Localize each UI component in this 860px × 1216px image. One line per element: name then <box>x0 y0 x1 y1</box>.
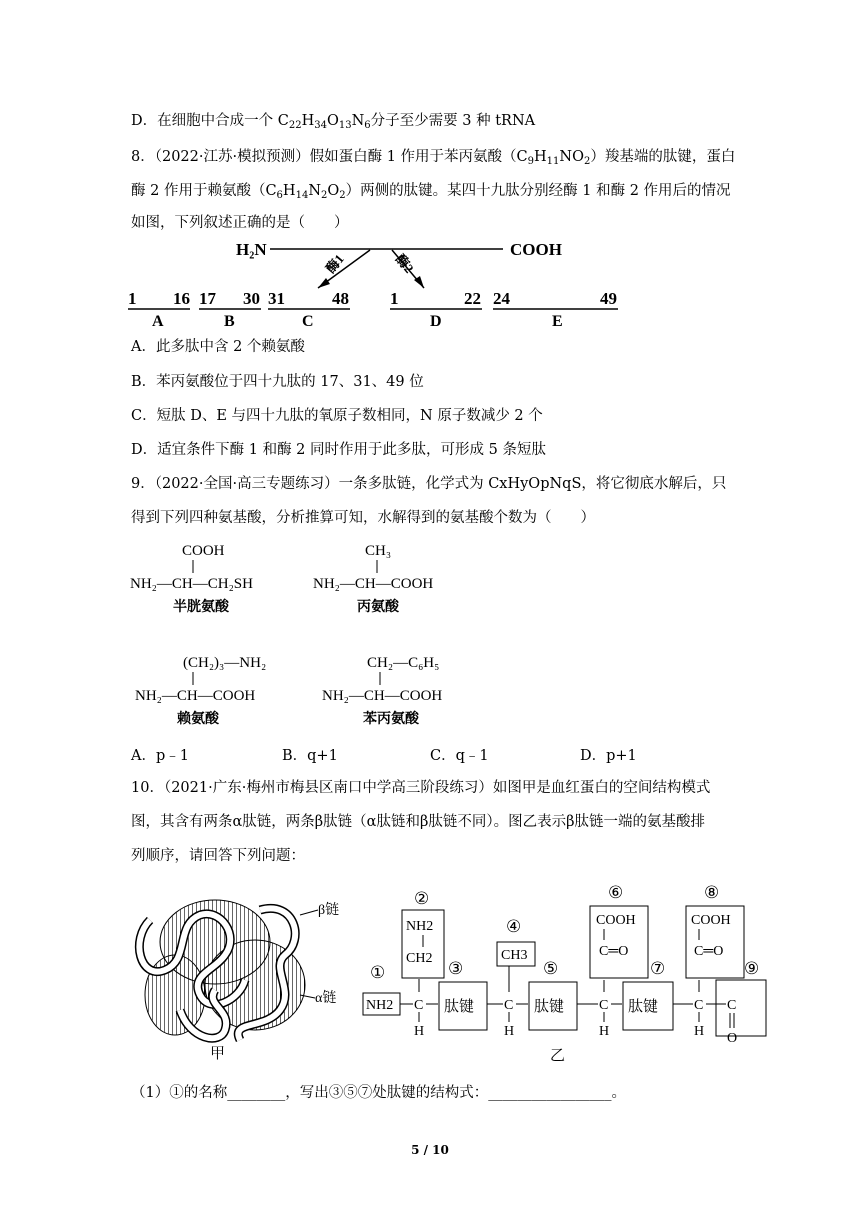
circle-8: ⑧ <box>704 883 720 902</box>
q8-stem-line1: 8．（2022·江苏·模拟预测）假如蛋白酶 1 作用于苯丙氨酸$(C_9H_{11}NO_2)$羧基端的肽键，蛋白 <box>131 149 736 167</box>
peptide-bond-3: 肽键 <box>444 999 475 1015</box>
q9-stem-line1: 9．（2022·全国·高三专题练习）一条多肽链，化学式为 CxHyOpNqS，将它彻底水解后，只 <box>131 476 727 492</box>
circle-7: ⑦ <box>650 959 666 978</box>
cys-cooh: COOH <box>182 543 225 559</box>
c3: C <box>599 998 609 1013</box>
nh2-box: NH2 <box>366 998 394 1013</box>
phe-main: NH₂—CH—COOH <box>322 688 443 704</box>
co-6: C═O <box>599 944 629 959</box>
page-number: 5 / 10 <box>411 1143 449 1157</box>
q8-option-c: C．短肽 D、E 与四十九肽的氧原子数相同，N 原子数减少 2 个 <box>131 408 543 424</box>
ala-ch3: CH₃ <box>365 543 392 559</box>
alpha-chain-label: α链 <box>315 991 337 1006</box>
h3: H <box>599 1024 610 1039</box>
q7-option-d: D．在细胞中合成一个 $C_{22}H_{34}O_{13}N_6$分子至少需要 3 种 tRNA <box>131 113 536 131</box>
segment-c: C <box>302 313 314 330</box>
figure-jia-label: 甲 <box>210 1046 226 1060</box>
ala-name: 丙氨酸 <box>357 600 399 615</box>
peptide-bond-5: 肽键 <box>534 999 565 1015</box>
num-22: 22 <box>464 289 481 308</box>
hemoglobin-figure <box>120 880 360 1060</box>
q8-option-d: D．适宜条件下酶 1 和酶 2 同时作用于此多肽，可形成 5 条短肽 <box>131 442 546 458</box>
peptide-bond-7: 肽键 <box>628 999 659 1015</box>
q9-amino-acids-figure <box>125 535 485 730</box>
phe-name: 苯丙氨酸 <box>363 712 419 727</box>
num-31: 31 <box>268 289 285 308</box>
h1: H <box>414 1024 425 1039</box>
cooh-8: COOH <box>691 913 731 928</box>
segment-a: A <box>152 313 164 330</box>
q9-option-c: C．q﹣1 <box>430 748 489 764</box>
lys-main: NH₂—CH—COOH <box>135 688 256 704</box>
enzyme2-label: 酶2 <box>392 251 417 276</box>
c5: C <box>727 998 737 1013</box>
num-30: 30 <box>243 289 260 308</box>
q8-stem-line2: 酶 2 作用于赖氨酸$(C_6H_{14}N_2O_2)$两侧的肽键。某四十九肽分别经酶 1 和酶 2 作用后的情况 <box>131 183 731 201</box>
cooh-label: COOH <box>510 240 562 259</box>
ala-main: NH₂—CH—COOH <box>313 576 434 592</box>
cooh-6: COOH <box>596 913 636 928</box>
num-17: 17 <box>199 289 216 308</box>
circle-9: ⑨ <box>744 959 760 978</box>
h2n-label: H₂N <box>236 240 267 259</box>
beta-chain-label: β链 <box>318 903 340 918</box>
h4: H <box>694 1024 705 1039</box>
o9: O <box>727 1031 738 1046</box>
q8-option-b: B．苯丙氨酸位于四十九肽的 17、31、49 位 <box>131 374 424 390</box>
num-16: 16 <box>173 289 190 308</box>
num-48: 48 <box>332 289 349 308</box>
circle-1: ① <box>370 963 386 982</box>
segment-e: E <box>552 313 563 330</box>
cys-main: NH₂—CH—CH₂SH <box>130 576 253 592</box>
q9-option-a: A．p﹣1 <box>131 748 189 764</box>
figure-yi-label: 乙 <box>550 1048 566 1064</box>
circle-2: ② <box>414 889 430 908</box>
c1: C <box>414 998 424 1013</box>
num-1a: 1 <box>128 289 137 308</box>
circle-4: ④ <box>506 917 522 936</box>
q8-option-a: A．此多肽中含 2 个赖氨酸 <box>131 339 305 355</box>
segment-b: B <box>224 313 235 330</box>
q9-option-d: D．p+1 <box>580 748 637 764</box>
q9-option-b: B．q+1 <box>282 748 338 764</box>
beta-chain-sequence-figure <box>360 880 780 1065</box>
co-8: C═O <box>694 944 724 959</box>
ch2-side: CH2 <box>406 951 433 966</box>
nh2-side: NH2 <box>406 919 434 934</box>
c4: C <box>694 998 704 1013</box>
q10-sub1: （1）①的名称________，写出③⑤⑦处肽键的结构式：_________________。 <box>131 1085 626 1101</box>
q10-stem-line3: 列顺序，请回答下列问题： <box>131 848 305 864</box>
num-1b: 1 <box>390 289 399 308</box>
q8-peptide-diagram <box>120 232 640 332</box>
phe-side: CH₂—C₆H₅ <box>367 655 440 671</box>
enzyme1-label: 酶1 <box>322 251 347 276</box>
num-24: 24 <box>493 289 510 308</box>
q8-stem-line3: 如图，下列叙述正确的是（ ） <box>131 215 349 231</box>
q9-stem-line2: 得到下列四种氨基酸，分析推算可知，水解得到的氨基酸个数为（ ） <box>131 510 595 526</box>
h2: H <box>504 1024 515 1039</box>
lys-side: (CH₂)₃—NH₂ <box>183 655 267 671</box>
q10-stem-line2: 图，其含有两条α肽链，两条β肽链（α肽链和β肽链不同）。图乙表示β肽链一端的氨基酸排 <box>131 814 705 830</box>
q10-stem-line1: 10．（2021·广东·梅州市梅县区南口中学高三阶段练习）如图甲是血红蛋白的空间结构模式 <box>131 780 711 796</box>
circle-5: ⑤ <box>543 959 559 978</box>
num-49: 49 <box>600 289 617 308</box>
segment-d: D <box>430 313 442 330</box>
circle-3: ③ <box>448 959 464 978</box>
cys-name: 半胱氨酸 <box>173 600 229 615</box>
c2: C <box>504 998 514 1013</box>
ch3-side: CH3 <box>501 948 528 963</box>
circle-6: ⑥ <box>608 883 624 902</box>
lys-name: 赖氨酸 <box>177 712 219 727</box>
